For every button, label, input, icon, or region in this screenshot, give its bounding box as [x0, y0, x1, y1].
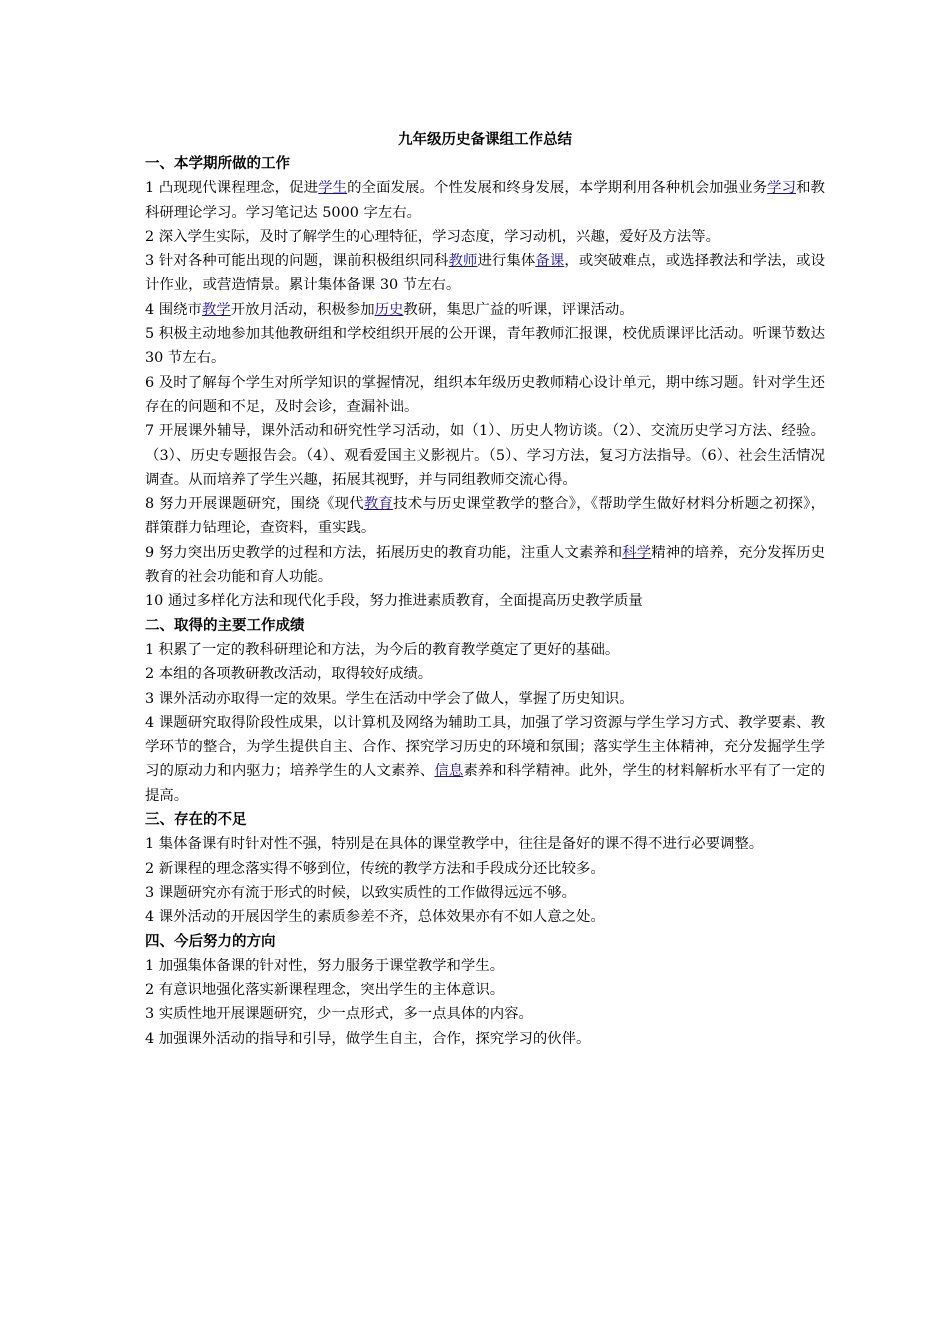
- text-segment: 6 及时了解每个学生对所学知识的掌握情况，组织本年级历史教师精心设计单元，期中练习题。针对学生还存在的问题和不足，及时会诊，查漏补诎。: [145, 374, 825, 415]
- keyword-link[interactable]: 教学: [201, 301, 231, 318]
- paragraph-item: [145, 298, 825, 322]
- document-body: [145, 152, 825, 1051]
- text-segment: 5 积极主动地参加其他教研组和学校组织开展的公开课，青年教师汇报课，校优质课评比活动。听课节数达 30 节左右。: [145, 326, 825, 367]
- section-heading: 三、存在的不足: [145, 812, 247, 829]
- keyword-link[interactable]: 信息: [434, 763, 464, 780]
- text-segment: 开放月活动，积极参加: [230, 301, 375, 318]
- paragraph-item: [145, 249, 825, 298]
- text-segment: 精神的培养，充分发挥历史教育的社会功能和育人功能。: [145, 544, 825, 586]
- text-segment: 2 深入学生实际，及时了解学生的心理特征，学习态度，学习动机，兴趣，爱好及方法等。: [145, 228, 720, 245]
- text-segment: 4 课题研究取得阶段性成果，以计算机及网络为辅助工具，加强了学习资源与学生学习方式、教学要素、教学环节的整合，为学生提供自主、合作、探究学习历史的环境和氛围；落实学生主体精神，充分发掘学生学习的原动力和内驱力；培养学生的人文素养、: [145, 714, 825, 780]
- paragraph-item: [145, 589, 825, 613]
- text-segment: 10 通过多样化方法和现代化手段，努力推进素质教育，全面提高历史教学质量: [145, 593, 643, 610]
- paragraph-item: [145, 322, 825, 371]
- text-segment: 进行集体: [477, 253, 536, 270]
- text-segment: 的全面发展。个性发展和终身发展，本学期利用各种机会加强业务: [347, 180, 768, 197]
- text-segment: 1 加强集体备课的针对性，努力服务于课堂教学和学生。: [145, 957, 505, 974]
- keyword-link[interactable]: 历史: [374, 301, 404, 318]
- text-segment: 3 课外活动亦取得一定的效果。学生在活动中学会了做人，掌握了历史知识。: [145, 690, 634, 707]
- paragraph-item: [145, 905, 825, 929]
- paragraph-item: [145, 225, 825, 249]
- text-segment: 教研，集思广益的听课，评课活动。: [403, 301, 634, 318]
- paragraph-item: [145, 711, 825, 808]
- keyword-link[interactable]: 备课: [535, 253, 565, 270]
- text-segment: 8 努力开展课题研究，围绕《现代: [145, 496, 364, 513]
- paragraph-item: [145, 176, 825, 225]
- text-segment: ，或突破难点，或选择教法和学法，或设计作业，或营造情景。累计集体备课 30 节左右。: [145, 253, 825, 294]
- text-segment: 2 新课程的理念落实得不够到位，传统的教学方法和手段成分还比较多。: [145, 860, 605, 877]
- text-segment: 9 努力突出历史教学的过程和方法，拓展历史的教育功能，注重人文素养和: [145, 544, 623, 561]
- text-segment: 技术与历史课堂教学的整合》，《帮助学生做好材料分析题之初探》，群策群力钻理论，查资料，重实践。: [145, 496, 825, 537]
- text-segment: 3 针对各种可能出现的问题，课前积极组织同科: [145, 253, 449, 270]
- section-heading: 四、今后努力的方向: [145, 933, 276, 950]
- paragraph-item: [145, 371, 825, 420]
- text-segment: 1 凸现现代课程理念，促进: [145, 180, 319, 197]
- section-heading: 二、取得的主要工作成绩: [145, 617, 305, 634]
- paragraph-item: [145, 881, 825, 905]
- paragraph-item: [145, 978, 825, 1002]
- keyword-link[interactable]: 教育: [363, 496, 394, 513]
- paragraph-item: [145, 954, 825, 978]
- text-segment: 1 积累了一定的教科研理论和方法，为今后的教育教学奠定了更好的基础。: [145, 641, 620, 658]
- text-segment: 2 有意识地强化落实新课程理念，突出学生的主体意识。: [145, 982, 505, 999]
- document-title: 九年级历史备课组工作总结: [398, 132, 572, 148]
- paragraph-item: [145, 857, 825, 881]
- paragraph-item: [145, 541, 825, 590]
- paragraph-item: [145, 638, 825, 662]
- text-segment: 4 课外活动的开展因学生的素质参差不齐，总体效果亦有不如人意之处。: [145, 909, 605, 926]
- document-page: [145, 128, 825, 1051]
- text-segment: 2 本组的各项教研教改活动，取得较好成绩。: [145, 666, 433, 683]
- paragraph-item: [145, 687, 825, 711]
- paragraph-item: [145, 1027, 825, 1051]
- text-segment: 3 实质性地开展课题研究，少一点形式，多一点具体的内容。: [145, 1006, 533, 1023]
- text-segment: 素养和科学精神。此外，学生的材料解析水平有了一定的提高。: [145, 763, 825, 804]
- paragraph-item: [145, 492, 825, 541]
- text-segment: 7 开展课外辅导，课外活动和研究性学习活动，如（1）、历史人物访谈。（2）、交流历史学习方法、经验。（3）、历史专题报告会。（4）、观看爱国主义影视片。（5）、学习方法，复习方法指导。（6）、社会生活情况调查。从而培养了学生兴趣，拓展其视野，并与同组教师交流心得。: [145, 423, 825, 488]
- keyword-link[interactable]: 学生: [318, 180, 348, 197]
- text-segment: 和教科研理论学习。学习笔记达 5000 字左右。: [145, 180, 825, 221]
- text-segment: 1 集体备课有时针对性不强，特别是在具体的课堂教学中，往往是备好的课不得不进行必要调整。: [145, 836, 764, 853]
- paragraph-item: [145, 419, 825, 492]
- paragraph-item: [145, 832, 825, 856]
- keyword-link[interactable]: 科学: [622, 544, 652, 561]
- paragraph-item: [145, 662, 825, 686]
- text-segment: 4 加强课外活动的指导和引导，做学生自主，合作，探究学习的伙伴。: [145, 1030, 591, 1047]
- text-segment: 3 课题研究亦有流于形式的时候，以致实质性的工作做得远远不够。: [145, 884, 577, 901]
- paragraph-item: [145, 1002, 825, 1026]
- section-heading: 一、本学期所做的工作: [145, 156, 290, 172]
- keyword-link[interactable]: 学习: [767, 180, 797, 197]
- text-segment: 4 围绕市: [145, 301, 202, 318]
- keyword-link[interactable]: 教师: [448, 253, 478, 270]
